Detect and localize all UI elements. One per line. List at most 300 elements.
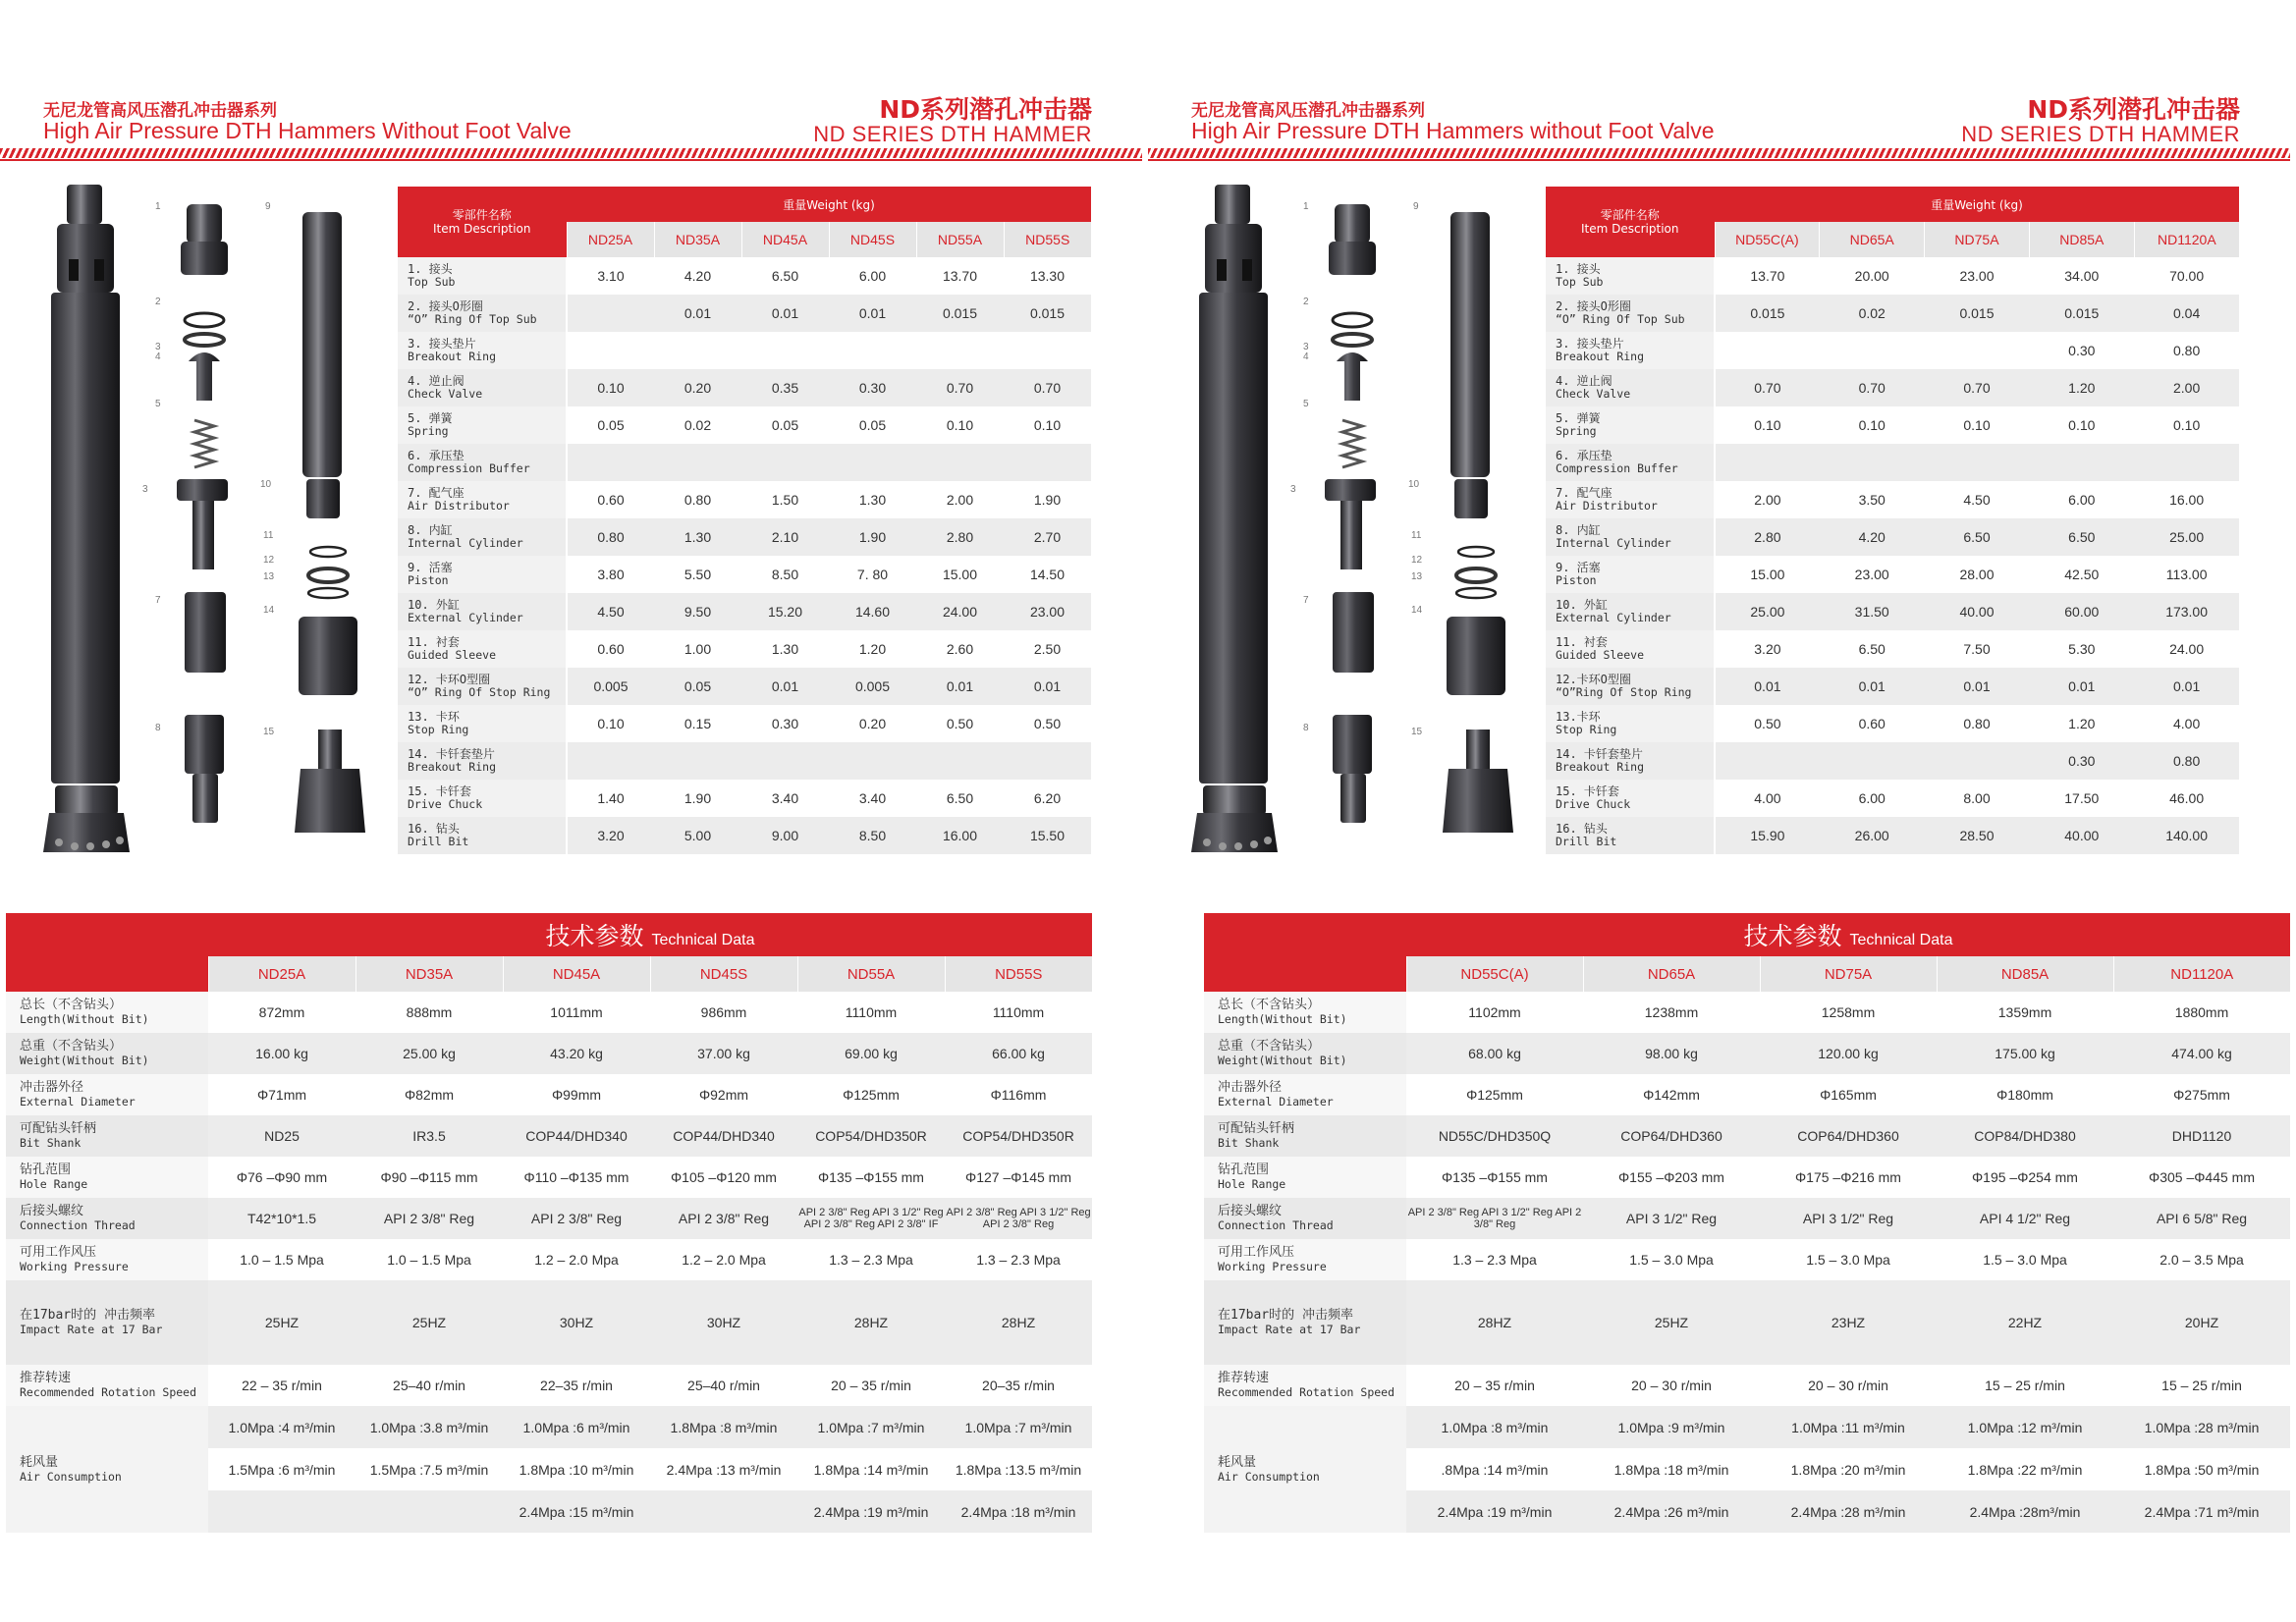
weight-value: 42.50 xyxy=(2029,556,2134,593)
model-header: ND25A xyxy=(567,222,654,257)
weight-value: 0.60 xyxy=(567,630,654,668)
weight-value: 0.01 xyxy=(741,295,829,332)
header-en-series: ND SERIES DTH HAMMER xyxy=(813,122,1092,146)
model-header: ND45S xyxy=(650,956,797,992)
part-name-en: Guided Sleeve xyxy=(1556,648,1645,662)
spec-value: 1.0 – 1.5 Mpa xyxy=(355,1239,503,1280)
table-row xyxy=(6,1239,1092,1280)
part-name xyxy=(398,817,567,854)
part-name xyxy=(1546,742,1715,780)
part-name xyxy=(1546,257,1715,295)
weight-value: 0.005 xyxy=(567,668,654,705)
part-number-label: 7 xyxy=(1303,595,1309,606)
part-number-label: 10 xyxy=(260,479,272,490)
weight-value: 1.90 xyxy=(1004,481,1091,518)
part-name xyxy=(1546,369,1715,406)
weight-value: 5.30 xyxy=(2029,630,2134,668)
weight-value: 23.00 xyxy=(1004,593,1091,630)
weight-value: 16.00 xyxy=(2134,481,2239,518)
spec-value: 20 – 35 r/min xyxy=(797,1365,945,1406)
weight-value: 40.00 xyxy=(1925,593,2030,630)
weight-table-title: 重量Weight (kg) xyxy=(567,187,1091,222)
part-name-en: Drill Bit xyxy=(408,835,469,848)
spec-value: Φ180mm xyxy=(1937,1074,2113,1115)
part-name-en: Breakout Ring xyxy=(1556,350,1645,363)
weight-value: 0.20 xyxy=(654,369,741,406)
part-name xyxy=(398,668,567,705)
part-name-en: Compression Buffer xyxy=(1556,461,1678,475)
spec-value: IR3.5 xyxy=(355,1115,503,1157)
table-row xyxy=(1546,257,2239,295)
part-name-en: Check Valve xyxy=(408,387,483,401)
part-name-en: Piston xyxy=(408,573,449,587)
weight-value: 4.50 xyxy=(1925,481,2030,518)
part-number-label: 2 xyxy=(155,297,161,307)
part-name xyxy=(1546,518,1715,556)
spec-value: 25–40 r/min xyxy=(650,1365,797,1406)
weight-value: 6.50 xyxy=(1925,518,2030,556)
model-header: ND55S xyxy=(945,956,1092,992)
model-header: ND65A xyxy=(1820,222,1925,257)
weight-value: 7.50 xyxy=(1925,630,2030,668)
air-consumption-value: 1.8Mpa :18 m³/min xyxy=(1583,1448,1760,1490)
spec-value: Φ116mm xyxy=(945,1074,1092,1115)
spec-value: Φ82mm xyxy=(355,1074,503,1115)
hammer-diagram xyxy=(1187,185,1541,862)
spec-label xyxy=(1204,1365,1406,1406)
model-header: ND55C(A) xyxy=(1406,956,1583,992)
part-name-en: External Cylinder xyxy=(408,611,523,624)
part-name-cn: 11. 衬套 xyxy=(408,635,460,649)
weight-value: 3.80 xyxy=(567,556,654,593)
weight-value: 0.70 xyxy=(1820,369,1925,406)
part-name-en: Air Distributor xyxy=(1556,499,1658,513)
weight-value: 23.00 xyxy=(1820,556,1925,593)
model-header: ND1120A xyxy=(2134,222,2239,257)
weight-value: 6.50 xyxy=(741,257,829,295)
tech-title-en: Technical Data xyxy=(1849,932,1953,948)
weight-value: 0.20 xyxy=(829,705,916,742)
weight-value: 4.00 xyxy=(1715,780,1820,817)
weight-value: 2.80 xyxy=(916,518,1004,556)
model-header: ND35A xyxy=(355,956,503,992)
table-row xyxy=(398,481,1091,518)
part-name-cn: 14. 卡钎套垫片 xyxy=(1556,747,1643,761)
table-row xyxy=(398,705,1091,742)
weight-value: 0.10 xyxy=(1925,406,2030,444)
weight-value: 60.00 xyxy=(2029,593,2134,630)
weight-value xyxy=(1004,332,1091,369)
table-row xyxy=(398,518,1091,556)
weight-value: 40.00 xyxy=(2029,817,2134,854)
model-header: ND75A xyxy=(1925,222,2030,257)
spec-label-cn: 总重（不含钻头） xyxy=(1218,1039,1321,1054)
table-row xyxy=(1546,668,2239,705)
weight-value: 15.20 xyxy=(741,593,829,630)
table-row xyxy=(1546,295,2239,332)
part-name xyxy=(1546,332,1715,369)
weight-value: 113.00 xyxy=(2134,556,2239,593)
table-row xyxy=(398,332,1091,369)
weight-value: 0.01 xyxy=(829,295,916,332)
spec-label-en: Recommended Rotation Speed xyxy=(20,1385,197,1399)
spec-value: 22–35 r/min xyxy=(503,1365,650,1406)
weight-value: 20.00 xyxy=(1820,257,1925,295)
table-row xyxy=(1546,742,2239,780)
spec-value: Φ142mm xyxy=(1583,1074,1760,1115)
part-name xyxy=(398,332,567,369)
header-en-series: ND SERIES DTH HAMMER xyxy=(1961,122,2240,146)
air-consumption-value: 1.0Mpa :12 m³/min xyxy=(1937,1406,2113,1448)
table-row xyxy=(6,1033,1092,1074)
air-consumption-value: 1.0Mpa :11 m³/min xyxy=(1760,1406,1937,1448)
weight-value xyxy=(741,742,829,780)
part-name-cn: 15. 卡钎套 xyxy=(408,784,471,798)
weight-value xyxy=(741,444,829,481)
weight-value: 4.50 xyxy=(567,593,654,630)
table-row xyxy=(1204,1280,2290,1365)
weight-value: 25.00 xyxy=(1715,593,1820,630)
weight-value: 0.05 xyxy=(654,668,741,705)
part-name-cn: 7. 配气座 xyxy=(408,486,465,500)
air-consumption-value: 1.8Mpa :50 m³/min xyxy=(2113,1448,2290,1490)
hammer-illustration xyxy=(1187,185,1541,862)
spec-value: 30HZ xyxy=(650,1280,797,1365)
weight-value: 34.00 xyxy=(2029,257,2134,295)
spec-value: 1.5 – 3.0 Mpa xyxy=(1937,1239,2113,1280)
part-number-label: 1 xyxy=(155,201,161,212)
weight-value: 6.00 xyxy=(1820,780,1925,817)
weight-value: 14.60 xyxy=(829,593,916,630)
part-name-en: Breakout Ring xyxy=(408,350,497,363)
part-name-en: Drive Chuck xyxy=(408,797,483,811)
weight-value xyxy=(1715,742,1820,780)
table-row xyxy=(1546,630,2239,668)
weight-value xyxy=(1715,332,1820,369)
part-name xyxy=(398,444,567,481)
weight-value: 0.60 xyxy=(1820,705,1925,742)
weight-value: 6.20 xyxy=(1004,780,1091,817)
spec-label-en: Bit Shank xyxy=(20,1136,82,1150)
part-number-label: 15 xyxy=(1411,727,1423,737)
spec-value: 25HZ xyxy=(1583,1280,1760,1365)
spec-label xyxy=(6,1157,208,1198)
spec-label-cn: 在17bar时的 冲击频率 xyxy=(20,1308,155,1323)
weight-value xyxy=(567,295,654,332)
part-name xyxy=(398,630,567,668)
weight-value: 17.50 xyxy=(2029,780,2134,817)
spec-value: COP64/DHD360 xyxy=(1760,1115,1937,1157)
part-number-label: 13 xyxy=(263,571,275,582)
weight-value: 0.05 xyxy=(829,406,916,444)
weight-value: 23.00 xyxy=(1925,257,2030,295)
spec-value: Φ127 –Φ145 mm xyxy=(945,1157,1092,1198)
part-name-cn: 2. 接头O形圈 xyxy=(408,299,483,313)
spec-label xyxy=(6,1115,208,1157)
header-cn-series: ND系列潜孔冲击器 xyxy=(2027,95,2240,124)
weight-value: 3.20 xyxy=(567,817,654,854)
table-row xyxy=(398,593,1091,630)
spec-label-cn: 总重（不含钻头） xyxy=(20,1039,123,1054)
weight-value: 0.10 xyxy=(1820,406,1925,444)
weight-value: 1.30 xyxy=(741,630,829,668)
spec-value: 986mm xyxy=(650,992,797,1033)
part-number-label: 2 xyxy=(1303,297,1309,307)
weight-value: 9.50 xyxy=(654,593,741,630)
exploded-parts-icon xyxy=(177,204,365,833)
model-header: ND85A xyxy=(1937,956,2113,992)
spec-value: 888mm xyxy=(355,992,503,1033)
air-consumption-value xyxy=(650,1490,797,1533)
weight-value: 6.00 xyxy=(2029,481,2134,518)
part-name xyxy=(1546,780,1715,817)
air-consumption-value: 1.0Mpa :6 m³/min xyxy=(503,1406,650,1448)
weight-value: 0.02 xyxy=(654,406,741,444)
spec-value: 15 – 25 r/min xyxy=(2113,1365,2290,1406)
part-name-cn: 9. 活塞 xyxy=(1556,561,1601,574)
air-consumption-value: 1.5Mpa :7.5 m³/min xyxy=(355,1448,503,1490)
table-row xyxy=(1546,369,2239,406)
spec-label xyxy=(6,1406,208,1533)
air-consumption-value: 1.0Mpa :9 m³/min xyxy=(1583,1406,1760,1448)
corner-en: Item Description xyxy=(433,222,531,236)
spec-value: Φ195 –Φ254 mm xyxy=(1937,1157,2113,1198)
spec-value: API 2 3/8" Reg API 3 1/2" Reg API 2 3/8" Reg xyxy=(945,1198,1092,1239)
weight-value: 0.10 xyxy=(2029,406,2134,444)
header-divider-line xyxy=(1148,159,2290,161)
model-header: ND65A xyxy=(1583,956,1760,992)
spec-value: API 3 1/2" Reg xyxy=(1583,1198,1760,1239)
weight-value: 0.30 xyxy=(829,369,916,406)
air-consumption-value: 2.4Mpa :19 m³/min xyxy=(797,1490,945,1533)
table-row xyxy=(398,406,1091,444)
spec-value: 1.2 – 2.0 Mpa xyxy=(650,1239,797,1280)
weight-value: 1.20 xyxy=(2029,369,2134,406)
weight-value: 0.50 xyxy=(1715,705,1820,742)
part-name-en: Breakout Ring xyxy=(408,760,497,774)
weight-value: 0.30 xyxy=(741,705,829,742)
table-row xyxy=(1204,1074,2290,1115)
weight-value: 1.20 xyxy=(2029,705,2134,742)
spec-label-en: Working Pressure xyxy=(20,1260,129,1273)
part-name-cn: 11. 衬套 xyxy=(1556,635,1608,649)
part-number-label: 8 xyxy=(155,723,161,733)
weight-value: 8.50 xyxy=(829,817,916,854)
weight-value: 0.10 xyxy=(2134,406,2239,444)
table-row xyxy=(1546,444,2239,481)
part-number-label: 12 xyxy=(1411,555,1423,566)
part-name xyxy=(398,295,567,332)
part-name-cn: 3. 接头垫片 xyxy=(408,337,476,351)
weight-value: 0.10 xyxy=(1715,406,1820,444)
weight-value xyxy=(567,742,654,780)
weight-value: 4.00 xyxy=(2134,705,2239,742)
weight-value: 0.60 xyxy=(567,481,654,518)
part-name-en: Internal Cylinder xyxy=(1556,536,1671,550)
table-row xyxy=(1546,593,2239,630)
part-name-cn: 3. 接头垫片 xyxy=(1556,337,1624,351)
part-name-cn: 5. 弹簧 xyxy=(408,411,453,425)
spec-label-en: Recommended Rotation Speed xyxy=(1218,1385,1395,1399)
spec-value: Φ71mm xyxy=(208,1074,355,1115)
weight-value: 0.01 xyxy=(2134,668,2239,705)
weight-value: 9.00 xyxy=(741,817,829,854)
air-consumption-value: 2.4Mpa :26 m³/min xyxy=(1583,1490,1760,1533)
spec-value: API 6 5/8" Reg xyxy=(2113,1198,2290,1239)
weight-value: 13.30 xyxy=(1004,257,1091,295)
spec-value: 1.3 – 2.3 Mpa xyxy=(1406,1239,1583,1280)
part-name-cn: 14. 卡钎套垫片 xyxy=(408,747,495,761)
weight-value: 0.01 xyxy=(2029,668,2134,705)
weight-value xyxy=(2134,444,2239,481)
table-row xyxy=(6,992,1092,1033)
spec-value: Φ135 –Φ155 mm xyxy=(797,1157,945,1198)
assembled-hammer-icon xyxy=(43,185,130,852)
air-consumption-value: 1.8Mpa :14 m³/min xyxy=(797,1448,945,1490)
spec-value: 66.00 kg xyxy=(945,1033,1092,1074)
air-consumption-value: 2.4Mpa :18 m³/min xyxy=(945,1490,1092,1533)
spec-value: 1.3 – 2.3 Mpa xyxy=(945,1239,1092,1280)
weight-value: 0.50 xyxy=(1004,705,1091,742)
weight-value: 1.90 xyxy=(654,780,741,817)
spec-value: 98.00 kg xyxy=(1583,1033,1760,1074)
table-row xyxy=(6,1115,1092,1157)
part-name-cn: 6. 承压垫 xyxy=(408,449,465,462)
spec-value: COP64/DHD360 xyxy=(1583,1115,1760,1157)
spec-value: ND55C/DHD350Q xyxy=(1406,1115,1583,1157)
weight-value xyxy=(741,332,829,369)
part-name-cn: 2. 接头O形圈 xyxy=(1556,299,1631,313)
spec-label-cn: 耗风量 xyxy=(1218,1454,1257,1470)
weight-value xyxy=(916,444,1004,481)
weight-value: 0.05 xyxy=(741,406,829,444)
spec-label-en: Connection Thread xyxy=(1218,1218,1334,1232)
table-row xyxy=(398,668,1091,705)
spec-label xyxy=(1204,1115,1406,1157)
part-name-en: Top Sub xyxy=(408,275,456,289)
air-consumption-value: 1.8Mpa :20 m³/min xyxy=(1760,1448,1937,1490)
weight-value: 0.30 xyxy=(2029,742,2134,780)
part-number-label: 5 xyxy=(1303,399,1309,409)
spec-value: 1.5 – 3.0 Mpa xyxy=(1760,1239,1937,1280)
weight-value: 46.00 xyxy=(2134,780,2239,817)
spec-value: 1238mm xyxy=(1583,992,1760,1033)
table-row xyxy=(6,1157,1092,1198)
weight-value: 0.01 xyxy=(654,295,741,332)
part-name-cn: 7. 配气座 xyxy=(1556,486,1613,500)
air-consumption-value: 1.0Mpa :3.8 m³/min xyxy=(355,1406,503,1448)
spec-value: 872mm xyxy=(208,992,355,1033)
part-number-label: 11 xyxy=(263,530,274,541)
corner-en: Item Description xyxy=(1581,222,1679,236)
part-name xyxy=(398,518,567,556)
table-row xyxy=(6,1074,1092,1115)
spec-value: Φ92mm xyxy=(650,1074,797,1115)
part-name-en: Guided Sleeve xyxy=(408,648,497,662)
spec-value: Φ76 –Φ90 mm xyxy=(208,1157,355,1198)
table-row xyxy=(6,1280,1092,1365)
part-name-cn: 10. 外缸 xyxy=(1556,598,1608,612)
air-consumption-value: 1.8Mpa :8 m³/min xyxy=(650,1406,797,1448)
air-consumption-value: 2.4Mpa :13 m³/min xyxy=(650,1448,797,1490)
part-number-label: 8 xyxy=(1303,723,1309,733)
weight-value: 15.00 xyxy=(1715,556,1820,593)
weight-value: 3.40 xyxy=(741,780,829,817)
part-number-label: 1 xyxy=(1303,201,1309,212)
weight-value: 0.10 xyxy=(1004,406,1091,444)
spec-label xyxy=(6,1033,208,1074)
spec-value: 28HZ xyxy=(1406,1280,1583,1365)
air-consumption-value: 2.4Mpa :15 m³/min xyxy=(503,1490,650,1533)
weight-value xyxy=(1820,742,1925,780)
part-name xyxy=(398,369,567,406)
weight-value: 1.30 xyxy=(829,481,916,518)
part-number-label: 9 xyxy=(1413,201,1419,212)
technical-data-table xyxy=(1204,913,2290,1533)
spec-label xyxy=(6,1365,208,1406)
spec-label xyxy=(1204,1406,1406,1533)
part-name xyxy=(1546,295,1715,332)
table-row xyxy=(1546,518,2239,556)
tech-table-corner xyxy=(6,913,208,992)
spec-value: Φ99mm xyxy=(503,1074,650,1115)
tech-title-en: Technical Data xyxy=(651,932,755,948)
part-number-label: 3 xyxy=(142,484,148,495)
corner-cn: 零部件名称 xyxy=(1600,208,1660,222)
spec-label xyxy=(6,1074,208,1115)
spec-value: 1.2 – 2.0 Mpa xyxy=(503,1239,650,1280)
table-row xyxy=(1204,1239,2290,1280)
weight-value xyxy=(1820,332,1925,369)
model-header: ND45S xyxy=(829,222,916,257)
weight-value: 8.00 xyxy=(1925,780,2030,817)
weight-value: 173.00 xyxy=(2134,593,2239,630)
model-header: ND55A xyxy=(797,956,945,992)
weight-value: 25.00 xyxy=(2134,518,2239,556)
weight-table-title: 重量Weight (kg) xyxy=(1715,187,2239,222)
part-name xyxy=(1546,556,1715,593)
weight-value xyxy=(1715,444,1820,481)
weight-value: 7. 80 xyxy=(829,556,916,593)
part-name xyxy=(398,780,567,817)
part-number-label: 12 xyxy=(263,555,275,566)
air-consumption-value: 1.0Mpa :7 m³/min xyxy=(945,1406,1092,1448)
spec-value: Φ125mm xyxy=(1406,1074,1583,1115)
part-name-cn: 13.卡环 xyxy=(1556,710,1601,724)
spec-label-cn: 后接头螺纹 xyxy=(1218,1204,1283,1218)
spec-value: 43.20 kg xyxy=(503,1033,650,1074)
spec-value: 2.0 – 3.5 Mpa xyxy=(2113,1239,2290,1280)
weight-value: 6.50 xyxy=(1820,630,1925,668)
table-row xyxy=(398,295,1091,332)
part-number-label: 7 xyxy=(155,595,161,606)
spec-label-en: Impact Rate at 17 Bar xyxy=(20,1323,163,1336)
weight-value: 0.80 xyxy=(654,481,741,518)
spec-value: API 2 3/8" Reg xyxy=(355,1198,503,1239)
air-consumption-value: 1.0Mpa :8 m³/min xyxy=(1406,1406,1583,1448)
model-header: ND45A xyxy=(741,222,829,257)
air-consumption-value: 1.8Mpa :10 m³/min xyxy=(503,1448,650,1490)
spec-value: 20 – 30 r/min xyxy=(1583,1365,1760,1406)
weight-value xyxy=(916,332,1004,369)
weight-value xyxy=(654,332,741,369)
spec-value: ND25 xyxy=(208,1115,355,1157)
air-consumption-value xyxy=(355,1490,503,1533)
spec-label-cn: 可配钻头钎柄 xyxy=(20,1121,97,1136)
weight-value xyxy=(829,444,916,481)
spec-label-cn: 后接头螺纹 xyxy=(20,1204,84,1218)
table-row xyxy=(1546,556,2239,593)
